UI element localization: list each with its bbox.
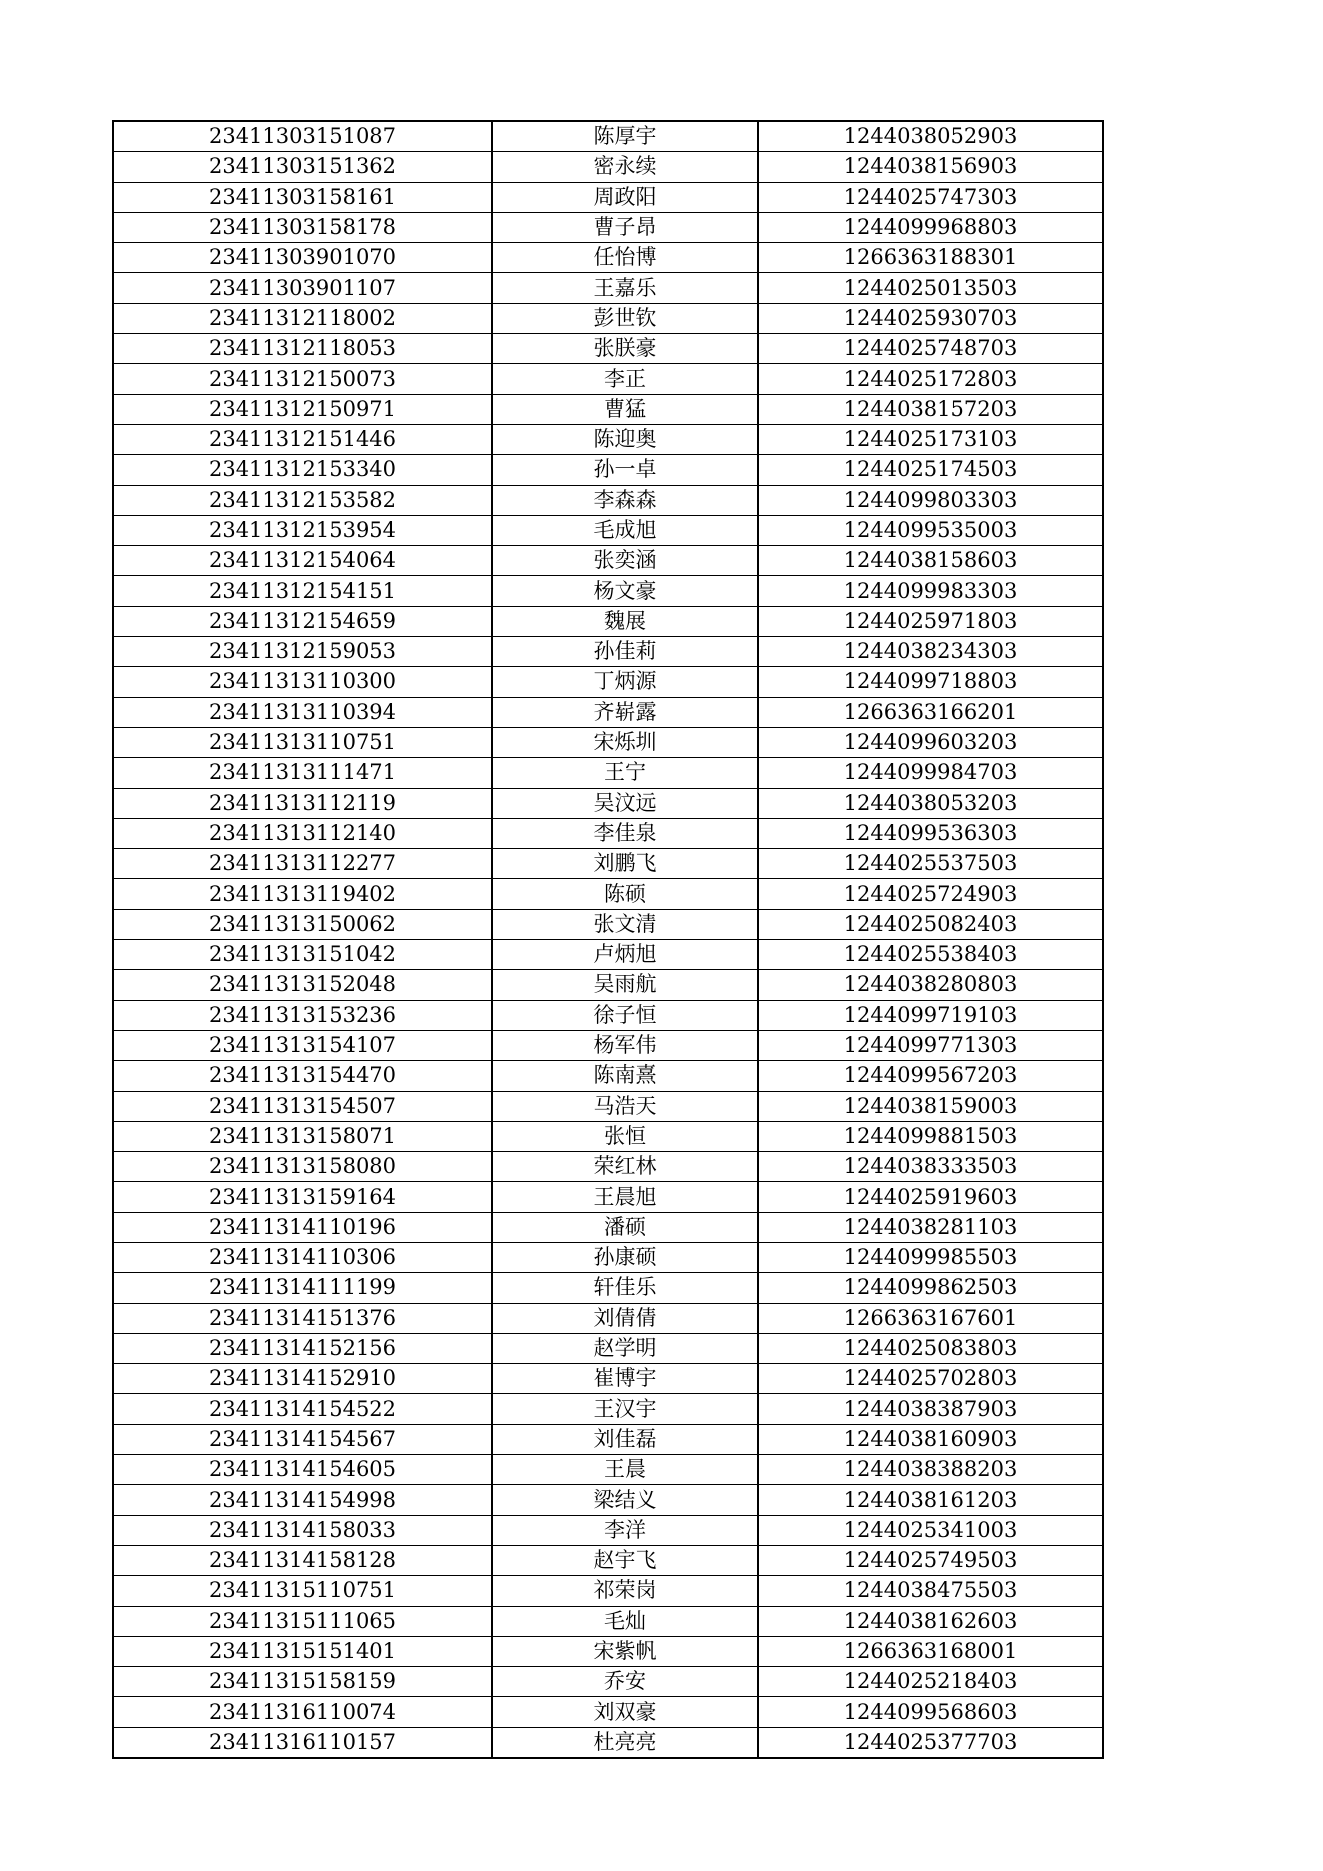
id-code-cell: 1244099803303 [758,485,1103,515]
student-name-cell: 赵宇飞 [492,1545,758,1575]
id-code-cell: 1244038158603 [758,546,1103,576]
exam-number-cell: 23411313150062 [113,909,492,939]
id-code-cell: 1244025013503 [758,273,1103,303]
table-row [113,152,1103,182]
student-name-cell: 丁炳源 [492,667,758,697]
student-name-cell: 赵学明 [492,1333,758,1363]
student-name-cell: 曹猛 [492,394,758,424]
exam-number-cell: 23411314152156 [113,1333,492,1363]
exam-number-cell: 23411314152910 [113,1364,492,1394]
id-code-cell: 1244025702803 [758,1364,1103,1394]
student-name-cell: 毛灿 [492,1606,758,1636]
student-name-cell: 张恒 [492,1121,758,1151]
table-row [113,334,1103,364]
table-row [113,1667,1103,1697]
id-code-cell: 1244038333503 [758,1152,1103,1182]
table-row [113,879,1103,909]
table-row [113,1061,1103,1091]
student-name-cell: 张奕涵 [492,546,758,576]
table-row [113,485,1103,515]
exam-number-cell: 23411313158080 [113,1152,492,1182]
table-row [113,1364,1103,1394]
student-name-cell: 崔博宇 [492,1364,758,1394]
exam-number-cell: 23411312154064 [113,546,492,576]
id-code-cell: 1244025919603 [758,1182,1103,1212]
exam-number-cell: 23411314111199 [113,1273,492,1303]
student-name-cell: 周政阳 [492,182,758,212]
exam-number-cell: 23411312150073 [113,364,492,394]
exam-number-cell: 23411314151376 [113,1303,492,1333]
exam-number-cell: 23411316110074 [113,1697,492,1727]
exam-number-cell: 23411316110157 [113,1727,492,1758]
exam-number-cell: 23411312150971 [113,394,492,424]
id-code-cell: 1244099568603 [758,1697,1103,1727]
student-name-cell: 孙一卓 [492,455,758,485]
id-code-cell: 1244025748703 [758,334,1103,364]
student-name-cell: 李正 [492,364,758,394]
id-code-cell: 1244038161203 [758,1485,1103,1515]
roster-table [112,120,1104,1759]
id-code-cell: 1244038388203 [758,1455,1103,1485]
student-name-cell: 宋烁圳 [492,727,758,757]
exam-number-cell: 23411313154107 [113,1030,492,1060]
student-name-cell: 刘鹏飞 [492,849,758,879]
exam-number-cell: 23411312118002 [113,303,492,333]
id-code-cell: 1244099603203 [758,727,1103,757]
table-row [113,1152,1103,1182]
student-name-cell: 王晨旭 [492,1182,758,1212]
exam-number-cell: 23411314110196 [113,1212,492,1242]
table-row [113,455,1103,485]
id-code-cell: 1244025083803 [758,1333,1103,1363]
table-row [113,364,1103,394]
student-name-cell: 吴汶远 [492,788,758,818]
exam-number-cell: 23411313110300 [113,667,492,697]
exam-number-cell: 23411312118053 [113,334,492,364]
exam-number-cell: 23411314154605 [113,1455,492,1485]
student-name-cell: 王晨 [492,1455,758,1485]
id-code-cell: 1244025930703 [758,303,1103,333]
student-name-cell: 杨军伟 [492,1030,758,1060]
student-name-cell: 潘硕 [492,1212,758,1242]
table-row [113,394,1103,424]
table-row [113,121,1103,152]
exam-number-cell: 23411312151446 [113,424,492,454]
exam-number-cell: 23411312159053 [113,637,492,667]
table-row [113,1303,1103,1333]
roster-table-body [113,121,1103,1758]
table-row [113,849,1103,879]
exam-number-cell: 23411313158071 [113,1121,492,1151]
student-name-cell: 李佳泉 [492,818,758,848]
exam-number-cell: 23411315158159 [113,1667,492,1697]
table-row [113,1636,1103,1666]
table-row [113,273,1103,303]
exam-number-cell: 23411314154522 [113,1394,492,1424]
table-row [113,576,1103,606]
student-name-cell: 刘佳磊 [492,1424,758,1454]
id-code-cell: 1244099567203 [758,1061,1103,1091]
table-row [113,1424,1103,1454]
table-row [113,940,1103,970]
table-row [113,727,1103,757]
student-name-cell: 荣红林 [492,1152,758,1182]
id-code-cell: 1244025172803 [758,364,1103,394]
student-name-cell: 彭世钦 [492,303,758,333]
exam-number-cell: 23411312154659 [113,606,492,636]
exam-number-cell: 23411303151362 [113,152,492,182]
table-row [113,697,1103,727]
table-row [113,212,1103,242]
exam-number-cell: 23411303901070 [113,243,492,273]
exam-number-cell: 23411313154470 [113,1061,492,1091]
id-code-cell: 1244038156903 [758,152,1103,182]
table-row [113,909,1103,939]
table-row [113,424,1103,454]
id-code-cell: 1244038159003 [758,1091,1103,1121]
student-name-cell: 任怡博 [492,243,758,273]
exam-number-cell: 23411303151087 [113,121,492,152]
student-name-cell: 卢炳旭 [492,940,758,970]
id-code-cell: 1244025538403 [758,940,1103,970]
table-row [113,667,1103,697]
student-name-cell: 轩佳乐 [492,1273,758,1303]
student-name-cell: 孙佳莉 [492,637,758,667]
id-code-cell: 1244025341003 [758,1515,1103,1545]
table-row [113,243,1103,273]
id-code-cell: 1244025971803 [758,606,1103,636]
id-code-cell: 1244038234303 [758,637,1103,667]
table-row [113,1030,1103,1060]
student-name-cell: 陈硕 [492,879,758,909]
student-name-cell: 马浩天 [492,1091,758,1121]
exam-number-cell: 23411315111065 [113,1606,492,1636]
id-code-cell: 1244099536303 [758,818,1103,848]
id-code-cell: 1244025747303 [758,182,1103,212]
id-code-cell: 1244038157203 [758,394,1103,424]
table-row [113,1576,1103,1606]
exam-number-cell: 23411314154567 [113,1424,492,1454]
student-name-cell: 齐崭露 [492,697,758,727]
id-code-cell: 1244038052903 [758,121,1103,152]
exam-number-cell: 23411312154151 [113,576,492,606]
table-row [113,788,1103,818]
table-row [113,1182,1103,1212]
exam-number-cell: 23411313110751 [113,727,492,757]
id-code-cell: 1244038053203 [758,788,1103,818]
exam-number-cell: 23411313151042 [113,940,492,970]
table-row [113,1091,1103,1121]
student-name-cell: 孙康硕 [492,1242,758,1272]
exam-number-cell: 23411314154998 [113,1485,492,1515]
exam-number-cell: 23411315151401 [113,1636,492,1666]
exam-number-cell: 23411314158128 [113,1545,492,1575]
table-row [113,1606,1103,1636]
exam-number-cell: 23411312153582 [113,485,492,515]
table-row [113,1545,1103,1575]
id-code-cell: 1244099968803 [758,212,1103,242]
id-code-cell: 1244099535003 [758,515,1103,545]
id-code-cell: 1244038160903 [758,1424,1103,1454]
student-name-cell: 刘双豪 [492,1697,758,1727]
id-code-cell: 1244025218403 [758,1667,1103,1697]
student-name-cell: 毛成旭 [492,515,758,545]
student-name-cell: 杨文豪 [492,576,758,606]
student-name-cell: 王宁 [492,758,758,788]
exam-number-cell: 23411313112277 [113,849,492,879]
table-row [113,1394,1103,1424]
id-code-cell: 1244025174503 [758,455,1103,485]
exam-number-cell: 23411313154507 [113,1091,492,1121]
id-code-cell: 1244025749503 [758,1545,1103,1575]
exam-number-cell: 23411313159164 [113,1182,492,1212]
student-name-cell: 陈南熹 [492,1061,758,1091]
id-code-cell: 1244099881503 [758,1121,1103,1151]
table-row [113,758,1103,788]
student-name-cell: 王嘉乐 [492,273,758,303]
id-code-cell: 1244038475503 [758,1576,1103,1606]
student-name-cell: 张朕豪 [492,334,758,364]
exam-number-cell: 23411313110394 [113,697,492,727]
table-row [113,1333,1103,1363]
exam-number-cell: 23411314110306 [113,1242,492,1272]
table-row [113,546,1103,576]
id-code-cell: 1244038162603 [758,1606,1103,1636]
table-row [113,1515,1103,1545]
student-name-cell: 王汉宇 [492,1394,758,1424]
exam-number-cell: 23411313119402 [113,879,492,909]
exam-number-cell: 23411315110751 [113,1576,492,1606]
table-row [113,606,1103,636]
student-name-cell: 李森森 [492,485,758,515]
id-code-cell: 1244025724903 [758,879,1103,909]
table-row [113,182,1103,212]
id-code-cell: 1244099985503 [758,1242,1103,1272]
id-code-cell: 1244099984703 [758,758,1103,788]
student-name-cell: 祁荣岗 [492,1576,758,1606]
student-name-cell: 宋紫帆 [492,1636,758,1666]
student-name-cell: 梁结义 [492,1485,758,1515]
student-name-cell: 刘倩倩 [492,1303,758,1333]
table-row [113,637,1103,667]
id-code-cell: 1244099862503 [758,1273,1103,1303]
exam-number-cell: 23411312153340 [113,455,492,485]
exam-number-cell: 23411313153236 [113,1000,492,1030]
id-code-cell: 1244025377703 [758,1727,1103,1758]
id-code-cell: 1244025537503 [758,849,1103,879]
id-code-cell: 1266363167601 [758,1303,1103,1333]
student-name-cell: 杜亮亮 [492,1727,758,1758]
exam-number-cell: 23411313152048 [113,970,492,1000]
table-row [113,1727,1103,1758]
student-name-cell: 魏展 [492,606,758,636]
exam-number-cell: 23411312153954 [113,515,492,545]
exam-number-cell: 23411303901107 [113,273,492,303]
exam-number-cell: 23411303158178 [113,212,492,242]
student-name-cell: 乔安 [492,1667,758,1697]
student-name-cell: 陈厚宇 [492,121,758,152]
id-code-cell: 1244025082403 [758,909,1103,939]
student-name-cell: 密永续 [492,152,758,182]
table-row [113,970,1103,1000]
id-code-cell: 1266363188301 [758,243,1103,273]
table-row [113,1455,1103,1485]
id-code-cell: 1266363168001 [758,1636,1103,1666]
table-row [113,1485,1103,1515]
student-name-cell: 吴雨航 [492,970,758,1000]
id-code-cell: 1244099718803 [758,667,1103,697]
table-row [113,1697,1103,1727]
table-row [113,1242,1103,1272]
id-code-cell: 1244038280803 [758,970,1103,1000]
exam-number-cell: 23411313111471 [113,758,492,788]
table-row [113,1273,1103,1303]
student-name-cell: 徐子恒 [492,1000,758,1030]
id-code-cell: 1244099719103 [758,1000,1103,1030]
table-row [113,1212,1103,1242]
id-code-cell: 1244025173103 [758,424,1103,454]
exam-number-cell: 23411313112119 [113,788,492,818]
student-name-cell: 曹子昂 [492,212,758,242]
id-code-cell: 1244099983303 [758,576,1103,606]
exam-number-cell: 23411303158161 [113,182,492,212]
exam-number-cell: 23411314158033 [113,1515,492,1545]
exam-number-cell: 23411313112140 [113,818,492,848]
id-code-cell: 1244099771303 [758,1030,1103,1060]
student-name-cell: 陈迎奥 [492,424,758,454]
table-row [113,1121,1103,1151]
table-row [113,303,1103,333]
student-name-cell: 李洋 [492,1515,758,1545]
table-row [113,1000,1103,1030]
student-name-cell: 张文清 [492,909,758,939]
table-row [113,818,1103,848]
id-code-cell: 1244038281103 [758,1212,1103,1242]
id-code-cell: 1266363166201 [758,697,1103,727]
table-row [113,515,1103,545]
id-code-cell: 1244038387903 [758,1394,1103,1424]
